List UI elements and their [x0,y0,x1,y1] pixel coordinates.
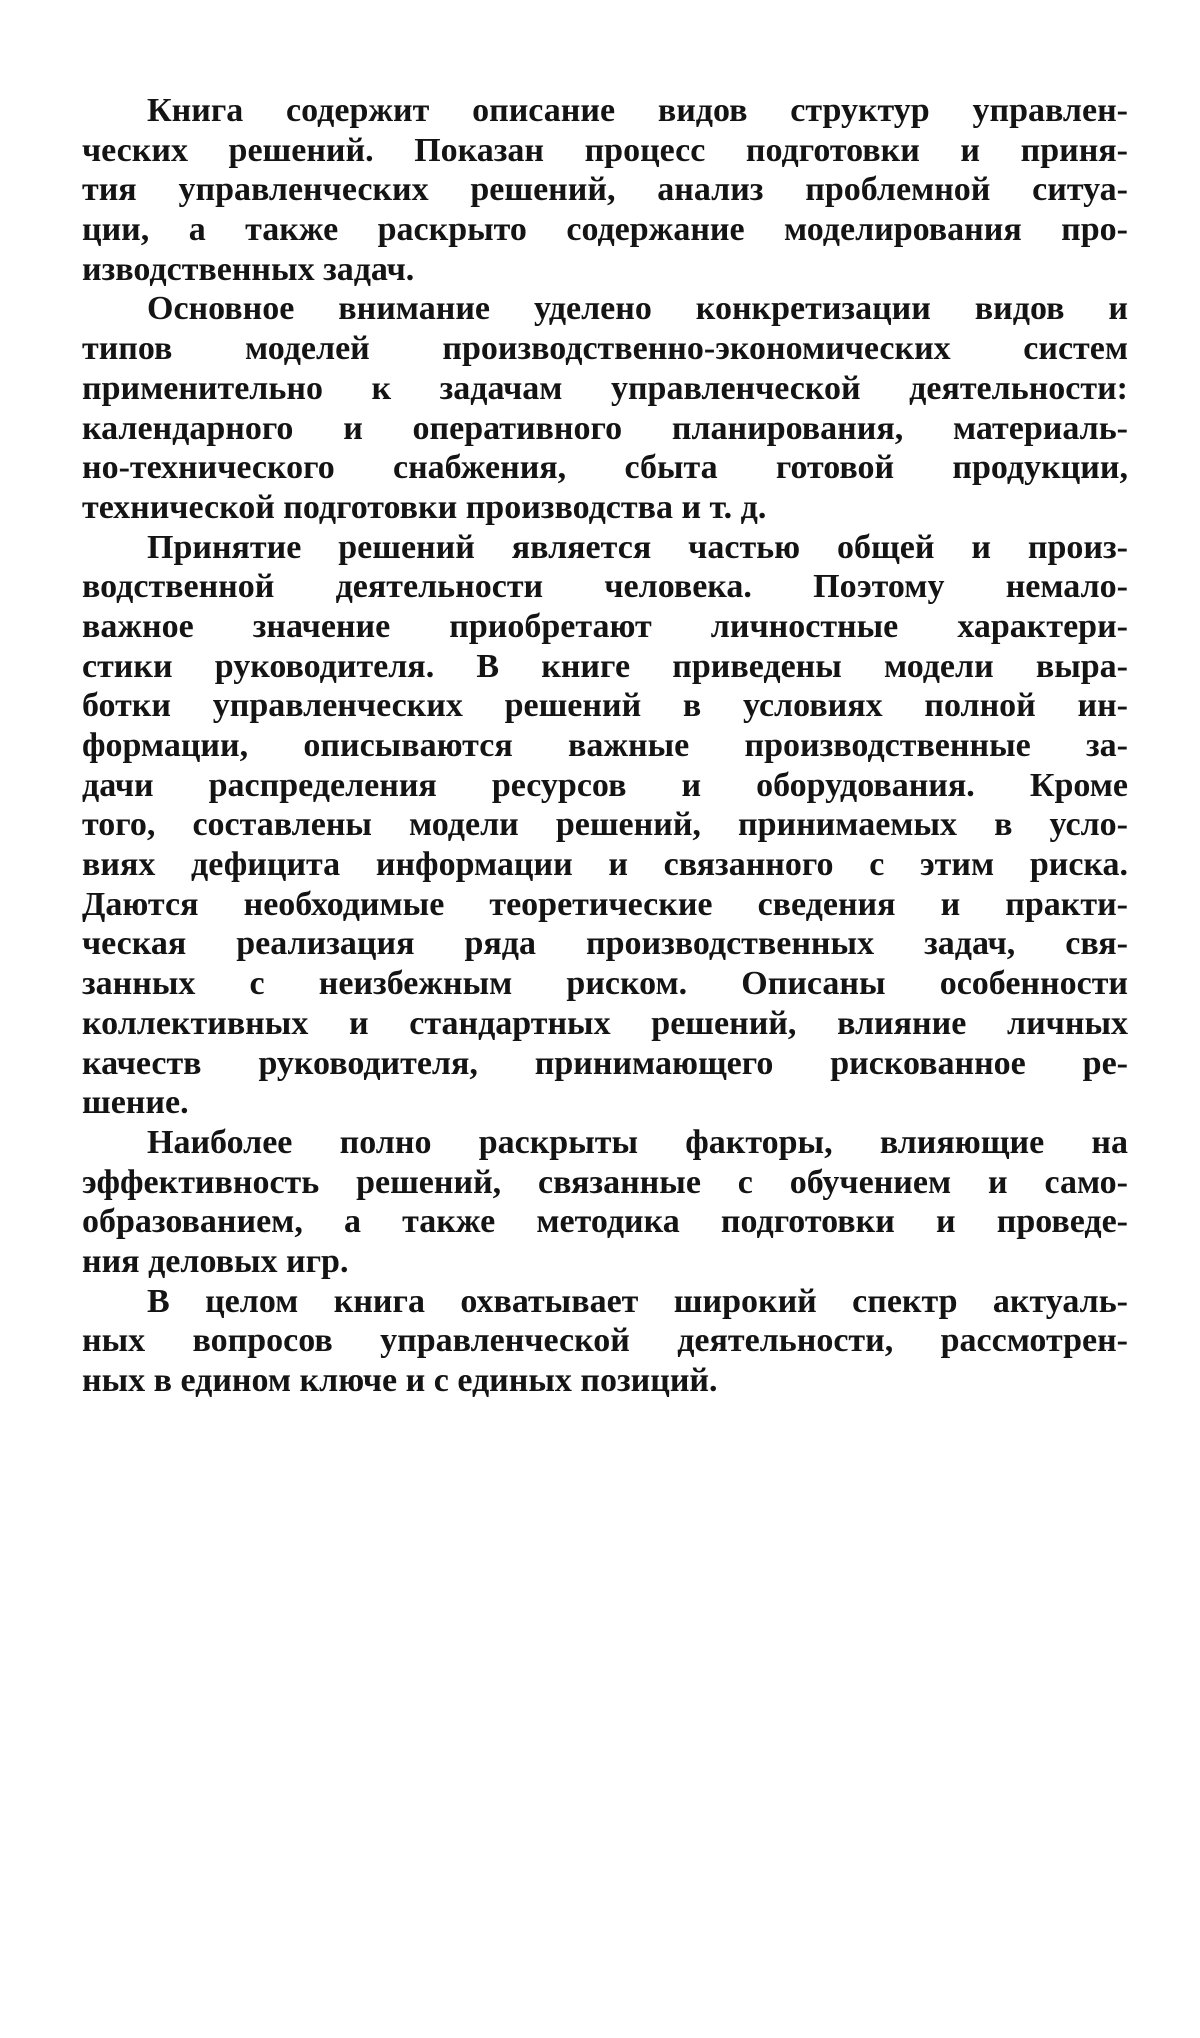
text-line: но-технического снабжения, сбыта готовой продукции, [82,449,1128,487]
text-line: типов моделей производственно-экономических систем [82,330,1128,368]
text-line: виях дефицита информации и связанного с этим риска. [82,846,1128,884]
paragraph-3 [82,528,1128,1123]
text-line: ных в едином ключе и с единых позиций. [82,1362,718,1399]
text-line: ческая реализация ряда производственных задач, свя- [82,925,1128,963]
text-line: Основное внимание уделено конкретизации видов и [147,290,1128,328]
text-line: эффективность решений, связанные с обучением и само- [82,1163,1128,1201]
text-line: образованием, а также методика подготовки и проведе- [82,1203,1128,1241]
text-line: технической подготовки производства и т. д. [82,488,767,526]
text-line: Принятие решений является частью общей и произ- [147,528,1128,566]
text-line: изводственных задач. [82,250,415,288]
text-line: шение. [82,1084,189,1122]
text-line: ботки управленческих решений в условиях полной ин- [82,687,1128,725]
text-line: важное значение приобретают личностные характери- [82,607,1128,645]
text-line: качеств руководителя, принимающего рискованное ре- [82,1044,1128,1082]
text-line: дачи распределения ресурсов и оборудования. Кроме [82,766,1128,804]
text-line: ния деловых игр. [82,1242,349,1280]
text-line: формации, описываются важные производственные за- [82,727,1128,764]
text-line: того, составлены модели решений, принимаемых в усло- [82,806,1128,844]
text-line: ческих решений. Показан процесс подготовки и приня- [82,131,1128,169]
text-line: ции, а также раскрыто содержание моделирования про- [82,211,1128,249]
text-line: Наиболее полно раскрыты факторы, влияющие на [147,1123,1128,1161]
text-line: Книга содержит описание видов структур управлен- [147,92,1128,129]
paragraph-1 [82,91,1128,289]
text-line: В целом книга охватывает широкий спектр актуаль- [147,1282,1128,1320]
text-line: водственной деятельности человека. Поэтому немало- [82,568,1128,606]
annotation-text [82,91,1128,1401]
text-line: коллективных и стандартных решений, влияние личных [82,1004,1128,1042]
text-line: Даются необходимые теоретические сведения и практи- [82,885,1128,923]
paragraph-2 [82,289,1128,527]
text-line: календарного и оперативного планирования, материаль- [82,409,1128,447]
paragraph-5 [82,1282,1128,1401]
text-line: ных вопросов управленческой деятельности, рассмотрен- [82,1322,1128,1360]
paragraph-4 [82,1123,1128,1282]
text-line: стики руководителя. В книге приведены модели выра- [82,647,1128,685]
text-line: занных с неизбежным риском. Описаны особенности [82,965,1128,1003]
text-line: тия управленческих решений, анализ проблемной ситуа- [82,171,1128,209]
text-line: применительно к задачам управленческой деятельности: [82,369,1128,407]
